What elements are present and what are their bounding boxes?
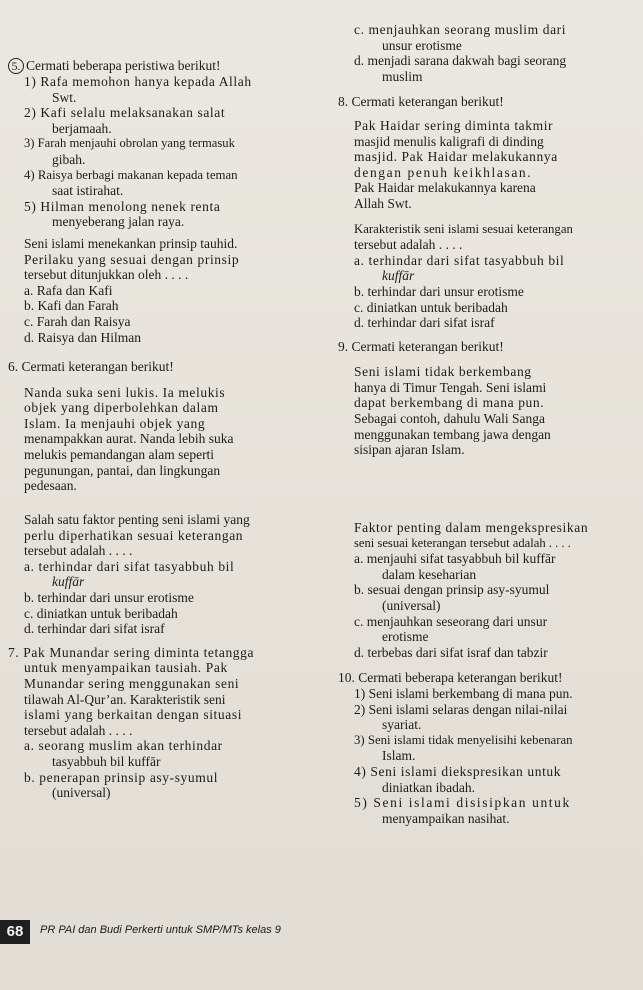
q5-item-4-line-1: 4) Raisya berbagi makanan kepada teman [24,167,238,182]
q8-passage-line-1: Pak Haidar sering diminta takmir [354,117,554,133]
q7-stem-line-6: tersebut adalah . . . . [24,722,133,738]
q10-item-1: 1) Seni islami berkembang di mana pun. [354,685,573,701]
q8-option-c: c. diniatkan untuk beribadah [354,299,508,315]
q9-question [338,520,638,551]
q9-passage-line-1: Seni islami tidak berkembang [354,364,532,380]
page-footer [0,920,643,944]
q5-item-3-line-2: gibah. [52,151,86,167]
left-column-upper [8,52,324,494]
q5-question-line-1: Seni islami menekankan prinsip tauhid. [24,235,238,251]
q5-option-a: a. Rafa dan Kafi [24,282,113,298]
q5-item-4-line-2: saat istirahat. [52,183,124,199]
q5-question-line-3: tersebut ditunjukkan oleh . . . . [24,267,189,283]
q9-option-d: d. terbebas dari sifat israf dan tabzir [354,644,548,660]
q6-passage-line-6: pegunungan, pantai, dan lingkungan [24,462,221,478]
q5-option-b: b. Kafi dan Farah [24,298,119,314]
q7-option-b-line-1: b. penerapan prinsip asy-syumul [24,769,219,785]
q9-passage-line-2: hanya di Timur Tengah. Seni islami [354,379,547,395]
q8-question-line-2: tersebut adalah . . . . [354,237,463,253]
question-6 [8,359,324,494]
q6-question-line-2: perlu diperhatikan sesuai keterangan [24,527,244,543]
q8-passage-line-6: Allah Swt. [354,195,412,211]
question-9 [338,339,638,458]
q7-option-a-line-2: tasyabbuh bil kuffār [52,753,161,769]
q9-question-line-1: Faktor penting dalam mengekspresikan [354,520,589,535]
q9-option-a-line-2: dalam keseharian [382,566,477,582]
q6-passage-line-7: pedesaan. [24,478,77,494]
q9-passage-line-4: Sebagai contoh, dahulu Wali Sanga [354,411,545,427]
right-column-lower [338,520,638,826]
question-5-stem: Cermati beberapa peristiwa berikut! [26,58,221,73]
q6-option-c: c. diniatkan untuk beribadah [24,605,178,621]
q7-option-a-line-1: a. seorang muslim akan terhindar [24,738,223,754]
q5-item-2-line-2: berjamaah. [52,120,112,136]
q7-stem-line-5: islami yang berkaitan dengan situasi [24,707,243,723]
left-column-lower [8,512,324,801]
q5-item-1-line-2: Swt. [52,89,77,105]
q10-item-5-line-2: menyampaikan nasihat. [382,810,510,826]
q6-option-d: d. terhindar dari sifat israf [24,621,165,637]
q6-passage-line-5: melukis pemandangan alam seperti [24,447,215,463]
q8-passage-line-2: masjid menulis kaligrafi di dinding [354,133,544,149]
q7-stem-line-3: Munandar sering menggunakan seni [24,675,240,691]
q7-option-c-line-1: c. menjauhkan seorang muslim dari [354,22,567,37]
q8-passage-line-3: masjid. Pak Haidar melakukannya [354,149,558,165]
question-7 [8,645,324,801]
q7-stem-line-4: tilawah Al-Qur’an. Karakteristik seni [24,691,226,707]
question-5-number: 5. [8,58,24,74]
right-column-upper [338,22,638,458]
q6-question-line-1: Salah satu faktor penting seni islami yang [24,512,250,527]
q9-passage-line-3: dapat berkembang di mana pun. [354,395,545,411]
question-8-stem: 8. Cermati keterangan berikut! [338,94,504,110]
q10-item-4-line-2: diniatkan ibadah. [382,779,475,795]
q8-question [338,222,638,253]
q10-item-5-line-1: 5) Seni islami disisipkan untuk [354,795,571,811]
q7-option-d-line-1: d. menjadi sarana dakwah bagi seorang [354,53,567,69]
q5-item-3-line-1: 3) Farah menjauhi obrolan yang termasuk [24,136,235,151]
q9-passage-line-6: sisipan ajaran Islam. [354,442,465,458]
q5-item-2-line-1: 2) Kafi selalu melaksanakan salat [24,105,226,121]
q10-item-2-line-2: syariat. [382,717,422,733]
q6-question-line-3: tersebut adalah . . . . [24,543,133,559]
q6-option-a-line-1: a. terhindar dari sifat tasyabbuh bil [24,558,235,574]
q7-option-c-line-2: unsur erotisme [382,37,462,53]
q8-question-line-1: Karakteristik seni islami sesuai keterangan [354,221,573,236]
q9-option-c-line-2: erotisme [382,629,429,645]
q5-item-5-line-1: 5) Hilman menolong nenek renta [24,198,221,214]
q5-option-d: d. Raisya dan Hilman [24,329,141,345]
q7-option-d-line-2: muslim [382,68,423,84]
q6-passage [8,385,324,494]
q10-item-4-line-1: 4) Seni islami diekspresikan untuk [354,763,562,779]
q8-option-a-line-2: kuffār [382,268,415,284]
q5-question [8,236,324,283]
q8-passage [338,118,638,212]
book-title: PR PAI dan Budi Perkerti untuk SMP/MTs kelas 9 [40,924,281,936]
q8-passage-line-5: Pak Haidar melakukannya karena [354,180,536,196]
q10-item-3-line-1: 3) Seni islami tidak menyelisihi kebenaran [354,732,573,747]
q6-option-b: b. terhindar dari unsur erotisme [24,589,194,605]
q6-passage-line-1: Nanda suka seni lukis. Ia melukis [24,384,226,400]
q6-passage-line-3: Islam. Ia menjauhi objek yang [24,415,206,431]
question-10-stem: 10. Cermati beberapa keterangan berikut! [338,670,563,686]
q10-item-2-line-1: 2) Seni islami selaras dengan nilai-nilai [354,701,568,717]
q6-question [8,512,324,559]
q9-option-c-line-1: c. menjauhkan seseorang dari unsur [354,613,548,629]
q8-option-d: d. terhindar dari sifat israf [354,315,495,331]
q8-option-b: b. terhindar dari unsur erotisme [354,283,524,299]
q5-option-c: c. Farah dan Raisya [24,313,131,329]
question-10 [338,670,638,826]
q5-item-5-line-2: menyeberang jalan raya. [52,214,185,230]
q7-stem-line-1: 7. Pak Munandar sering diminta tetangga [8,644,255,660]
q9-passage-line-5: menggunakan tembang jawa dengan [354,426,551,442]
q5-question-line-2: Perilaku yang sesuai dengan prinsip [24,251,240,267]
question-9-stem: 9. Cermati keterangan berikut! [338,338,504,354]
page-number: 68 [0,920,30,944]
q7-option-b-line-2: (universal) [52,785,111,801]
q9-option-b-line-2: (universal) [382,597,441,613]
q6-passage-line-2: objek yang diperbolehkan dalam [24,400,219,416]
question-6-stem: 6. Cermati keterangan berikut! [8,359,174,375]
q5-item-1-line-1: 1) Rafa memohon hanya kepada Allah [24,74,252,89]
q9-passage [338,364,638,458]
q8-passage-line-4: dengan penuh keikhlasan. [354,164,533,180]
q6-passage-line-4: menampakkan aurat. Nanda lebih suka [24,431,234,447]
q8-option-a-line-1: a. terhindar dari sifat tasyabbuh bil [354,252,565,268]
question-5 [8,58,324,345]
q6-option-a-line-2: kuffār [52,574,85,590]
q10-item-3-line-2: Islam. [382,748,416,764]
q9-option-a-line-1: a. menjauhi sifat tasyabbuh bil kuffār [354,551,556,567]
question-8 [338,94,638,330]
q7-stem-line-2: untuk menyampaikan tausiah. Pak [24,660,228,676]
q9-question-line-2: seni sesuai keterangan tersebut adalah . . . . [354,535,571,550]
q9-option-b-line-1: b. sesuai dengan prinsip asy-syumul [354,582,550,598]
